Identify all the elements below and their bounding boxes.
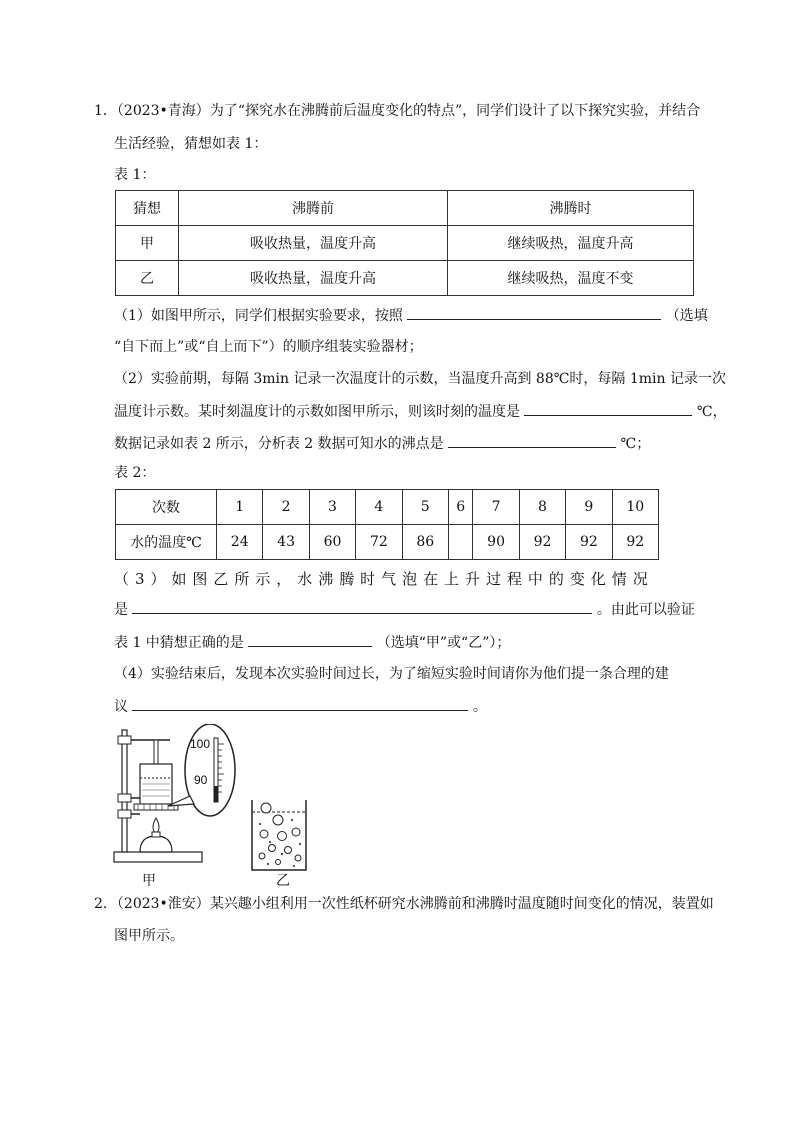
table2-cell: 43 bbox=[263, 525, 309, 560]
table1 bbox=[115, 190, 694, 296]
answer-blank-1[interactable] bbox=[407, 305, 661, 320]
table2-cell: 2 bbox=[263, 490, 309, 525]
table1-cell: 吸收热量，温度升高 bbox=[179, 261, 448, 296]
bubble bbox=[295, 855, 301, 861]
figure-label-jia: 甲 bbox=[142, 873, 156, 889]
q1-part3-b-pre: 是 bbox=[114, 602, 128, 618]
table2-cell: 92 bbox=[519, 525, 565, 560]
q1-intro-a: 为了 bbox=[209, 103, 238, 119]
q1-part1-b: （选填 bbox=[665, 308, 708, 324]
table1-cell: 甲 bbox=[116, 226, 179, 261]
experiment-figure bbox=[110, 724, 330, 874]
q1-part4-b-post: 。 bbox=[472, 699, 487, 715]
table2-cell: 86 bbox=[402, 525, 448, 560]
table2 bbox=[115, 489, 659, 560]
q1-part3-c-pre: 表 1 中猜想正确的是 bbox=[114, 635, 244, 651]
answer-blank-2[interactable] bbox=[524, 401, 692, 416]
figure-label-yi: 乙 bbox=[276, 873, 290, 889]
table2-cell: 72 bbox=[356, 525, 402, 560]
q1-part2-b: 温度计示数。某时刻温度计的示数如图甲所示，则该时刻的温度是 bbox=[114, 404, 520, 420]
thermometer-label-90: 90 bbox=[194, 773, 208, 787]
table-row bbox=[116, 191, 694, 226]
table2-cell: 60 bbox=[309, 525, 355, 560]
table2-cell: 9 bbox=[566, 490, 612, 525]
table1-caption: 表 1： bbox=[114, 167, 156, 183]
q1-part2-c-unit: ℃； bbox=[620, 436, 651, 452]
table2-cell: 10 bbox=[612, 490, 658, 525]
q1-part2-b-unit: ℃， bbox=[696, 404, 727, 420]
table2-cell: 6 bbox=[448, 490, 472, 525]
q2-number: 2． bbox=[94, 896, 117, 912]
table2-cell: 3 bbox=[309, 490, 355, 525]
bubble bbox=[261, 803, 271, 813]
table-row bbox=[116, 261, 694, 296]
q1-part4-b-pre: 议 bbox=[114, 699, 128, 715]
table1-header-during: 沸腾时 bbox=[448, 191, 694, 226]
answer-blank-6[interactable] bbox=[132, 696, 468, 711]
table1-cell: 吸收热量，温度升高 bbox=[179, 226, 448, 261]
q2-text-b: 图甲所示。 bbox=[114, 928, 184, 944]
q1-part2-line-3 bbox=[114, 433, 650, 454]
q1-number: 1． bbox=[94, 103, 117, 119]
q2-source: （2023•淮安） bbox=[116, 896, 210, 912]
q1-part3-line-1 bbox=[114, 569, 648, 589]
table2-cell: 8 bbox=[519, 490, 565, 525]
q2-text-a: 某兴趣小组利用一次性纸杯研究水沸腾前和沸腾时温度随时间变化的情况，装置如 bbox=[209, 896, 714, 912]
q1-part3-b-post: 。由此可以验证 bbox=[596, 602, 695, 618]
q1-part1-c: “自下而上”或“自上而下”）的顺序组装实验器材； bbox=[114, 339, 423, 355]
alcohol-lamp bbox=[140, 836, 172, 852]
table2-cell: 90 bbox=[473, 525, 519, 560]
q1-part3-line-3 bbox=[114, 632, 510, 653]
table-row bbox=[116, 226, 694, 261]
bubble bbox=[276, 860, 281, 865]
table2-cell: 7 bbox=[473, 490, 519, 525]
q1-part4-line-2 bbox=[114, 696, 487, 717]
q1-part1-line-2 bbox=[114, 337, 423, 357]
table2-cell: 4 bbox=[356, 490, 402, 525]
bubble bbox=[259, 853, 265, 859]
table2-cell: 1 bbox=[217, 490, 263, 525]
q1-intro-b: ，同学们设计了以下探究实验，并结合 bbox=[462, 103, 701, 119]
table-row bbox=[116, 490, 659, 525]
q1-part4-a: （4）实验结束后，发现本次实验时间过长，为了缩短实验时间请你为他们提一条合理的建 bbox=[114, 666, 669, 682]
stand-rod bbox=[122, 730, 127, 852]
table2-cell: 24 bbox=[217, 525, 263, 560]
answer-blank-4[interactable] bbox=[132, 599, 592, 614]
table-row bbox=[116, 525, 659, 560]
table1-cell: 继续吸热，温度升高 bbox=[448, 226, 694, 261]
q1-intro-c: 生活经验，猜想如表 1： bbox=[114, 136, 268, 152]
bubble bbox=[273, 815, 283, 825]
table1-header-guess: 猜想 bbox=[116, 191, 179, 226]
q1-line-2 bbox=[114, 134, 267, 154]
q1-part3-line-2 bbox=[114, 599, 695, 620]
answer-blank-5[interactable] bbox=[248, 632, 372, 647]
q1-part2-line-2 bbox=[114, 401, 727, 422]
q1-line-1 bbox=[94, 101, 700, 121]
q1-part1-a: （1）如图甲所示，同学们根据实验要求，按照 bbox=[114, 308, 403, 324]
q1-part3-c-post: （选填“甲”或“乙”）； bbox=[376, 635, 511, 651]
table1-cell: 乙 bbox=[116, 261, 179, 296]
table1-cell: 继续吸热，温度不变 bbox=[448, 261, 694, 296]
bubble bbox=[278, 832, 287, 841]
q1-part1-line-1 bbox=[114, 305, 708, 326]
q1-part3-a: （ 3 ） 如 图 乙 所 示 ， 水 沸 腾 时 气 泡 在 上 升 过 程 中 的 变 化 情 况 bbox=[114, 570, 649, 588]
q2-line-2 bbox=[114, 926, 184, 946]
table2-cell: 5 bbox=[402, 490, 448, 525]
q1-part2-c: 数据记录如表 2 所示，分析表 2 数据可知水的沸点是 bbox=[114, 436, 444, 452]
bubble bbox=[269, 845, 276, 852]
table2-row-label-temp: 水的温度℃ bbox=[116, 525, 217, 560]
table2-cell: 92 bbox=[612, 525, 658, 560]
stand-base bbox=[114, 852, 202, 862]
table2-row-label-count: 次数 bbox=[116, 490, 217, 525]
bubble bbox=[285, 847, 292, 854]
table2-cell: 92 bbox=[566, 525, 612, 560]
thermometer-label-100: 100 bbox=[190, 737, 211, 751]
table1-header-before: 沸腾前 bbox=[179, 191, 448, 226]
q1-part4-line-1 bbox=[114, 664, 669, 684]
bubble bbox=[260, 830, 268, 838]
q1-source: （2023•青海） bbox=[116, 103, 210, 119]
table2-caption: 表 2： bbox=[114, 465, 156, 481]
q1-part2-a: （2）实验前期，每隔 3min 记录一次温度计的示数，当温度升高到 88℃时，每隔 1min 记录一次 bbox=[114, 371, 726, 387]
q1-part2-line-1 bbox=[114, 369, 726, 389]
table2-cell-blank[interactable] bbox=[448, 525, 472, 560]
bubble bbox=[292, 828, 300, 836]
answer-blank-3[interactable] bbox=[448, 433, 616, 448]
q2-line-1 bbox=[94, 894, 714, 914]
q1-intro-title: “探究水在沸腾前后温度变化的特点” bbox=[237, 103, 463, 119]
